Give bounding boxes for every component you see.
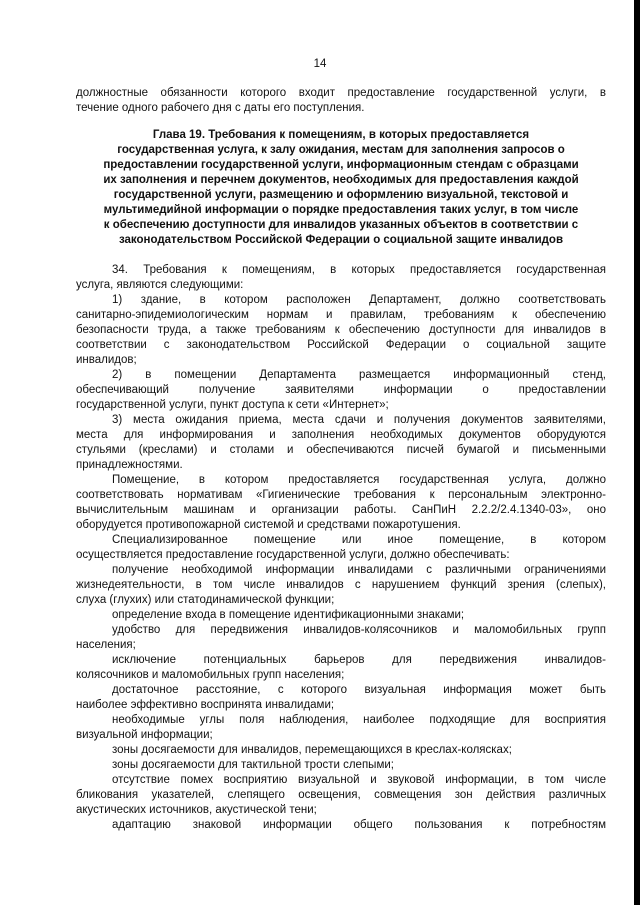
text-line: Помещение, в котором предоставляется государственная услуга, должно [112,474,606,486]
text-line: наиболее эффективно воспринята инвалидами; [76,699,335,711]
text-line: достаточное расстояние, с которого визуальная информация может быть [112,684,606,696]
text-line: обеспечивающий получение заявителями информации о предоставлении [76,384,606,396]
text-line: 1) здание, в котором расположен Департамент, должно соответствовать [112,294,606,306]
text-line: оборудуется противопожарной системой и средствами пожаротушения. [76,519,461,531]
chapter-heading-line: государственная услуга, к залу ожидания, местам для заполнения запросов о [117,144,565,156]
text-line: исключение потенциальных барьеров для передвижения инвалидов- [112,654,606,666]
text-line: стульями (креслами) и столами и обеспечиваются писчей бумагой и письменными [76,444,606,456]
text-line: соответствии с законодательством Российской Федерации о социальной защите [76,339,606,351]
text-line: услуга, являются следующими: [76,279,244,291]
text-line: 3) места ожидания приема, места сдачи и получения документов заявителями, [112,414,606,426]
text-line: адаптацию знаковой информации общего пользования к потребностям [112,819,606,831]
text-line: необходимые углы поля наблюдения, наиболее подходящие для восприятия [112,714,606,726]
text-line: жизнедеятельности, в том числе инвалидов с нарушением функций зрения (слепых), [76,579,606,591]
chapter-heading-line: государственной услуги, размещению и оформлению визуальной, текстовой и [113,189,569,201]
text-line: 2) в помещении Департамента размещается информационный стенд, [112,369,606,381]
text-line: населения; [76,639,136,651]
chapter-heading-line: законодательством Российской Федерации о социальной защите инвалидов [118,234,564,246]
text-line: 34. Требования к помещениям, в которых предоставляется государственная [112,264,606,276]
text-line: места для информирования и заполнения необходимых документов оборудуются [76,429,606,441]
text-line: Специализированное помещение или иное помещение, в котором [112,534,606,546]
page-number: 14 [313,58,327,70]
text-line: принадлежностями. [76,459,183,471]
text-line: осуществляется предоставление государственной услуги, должно обеспечивать: [76,549,510,561]
text-line: колясочников и маломобильных групп населения; [76,669,345,681]
text-line: соответствовать нормативам «Гигиенические требования к персональным электронно- [76,489,606,501]
text-line: должностные обязанности которого входит предоставление государственной услуги, в [76,87,606,99]
chapter-heading-line: их заполнения и перечнем документов, необходимых для предоставления каждой [103,174,579,186]
scan-edge [634,0,640,905]
chapter-heading-line: мультимедийной информации о порядке предоставления таких услуг, в том числе [103,204,579,216]
chapter-heading-line: к обеспечению доступности для инвалидов указанных объектов в соответствии с [103,219,579,231]
text-line: государственной услуги, пункт доступа к сети «Интернет»; [76,399,389,411]
text-line: бликования указателей, слепящего освещения, совмещения зон действия различных [76,789,606,801]
text-line: зоны досягаемости для тактильной трости слепыми; [112,759,394,771]
text-line: получение необходимой информации инвалидами с различными ограничениями [112,564,606,576]
text-line: определение входа в помещение идентификационными знаками; [112,609,465,621]
text-line: вычислительным машинам и организации работы. СанПиН 2.2.2/2.4.1340-03», оно [76,504,606,516]
text-line: удобство для передвижения инвалидов-колясочников и маломобильных групп [112,624,606,636]
text-line: санитарно-эпидемиологическим нормам и правилам, требованиям к обеспечению [76,309,606,321]
text-line: зоны досягаемости для инвалидов, перемещающихся в креслах-колясках; [112,744,512,756]
text-line: слуха (глухих) или статодинамической функции; [76,594,335,606]
chapter-heading-line: предоставлении государственной услуги, информационным стендам с образцами [103,159,579,171]
text-line: инвалидов; [76,354,137,366]
text-line: отсутствие помех восприятию визуальной и звуковой информации, в том числе [112,774,606,786]
chapter-heading-line: Глава 19. Требования к помещениям, в которых предоставляется [152,129,530,141]
text-line: акустических источников, акустической тени; [76,804,317,816]
text-line: визуальной информации; [76,729,213,741]
text-line: течение одного рабочего дня с даты его поступления. [76,102,365,114]
text-line: безопасности труда, а также требованиям к обеспечению доступности для инвалидов в [76,324,606,336]
